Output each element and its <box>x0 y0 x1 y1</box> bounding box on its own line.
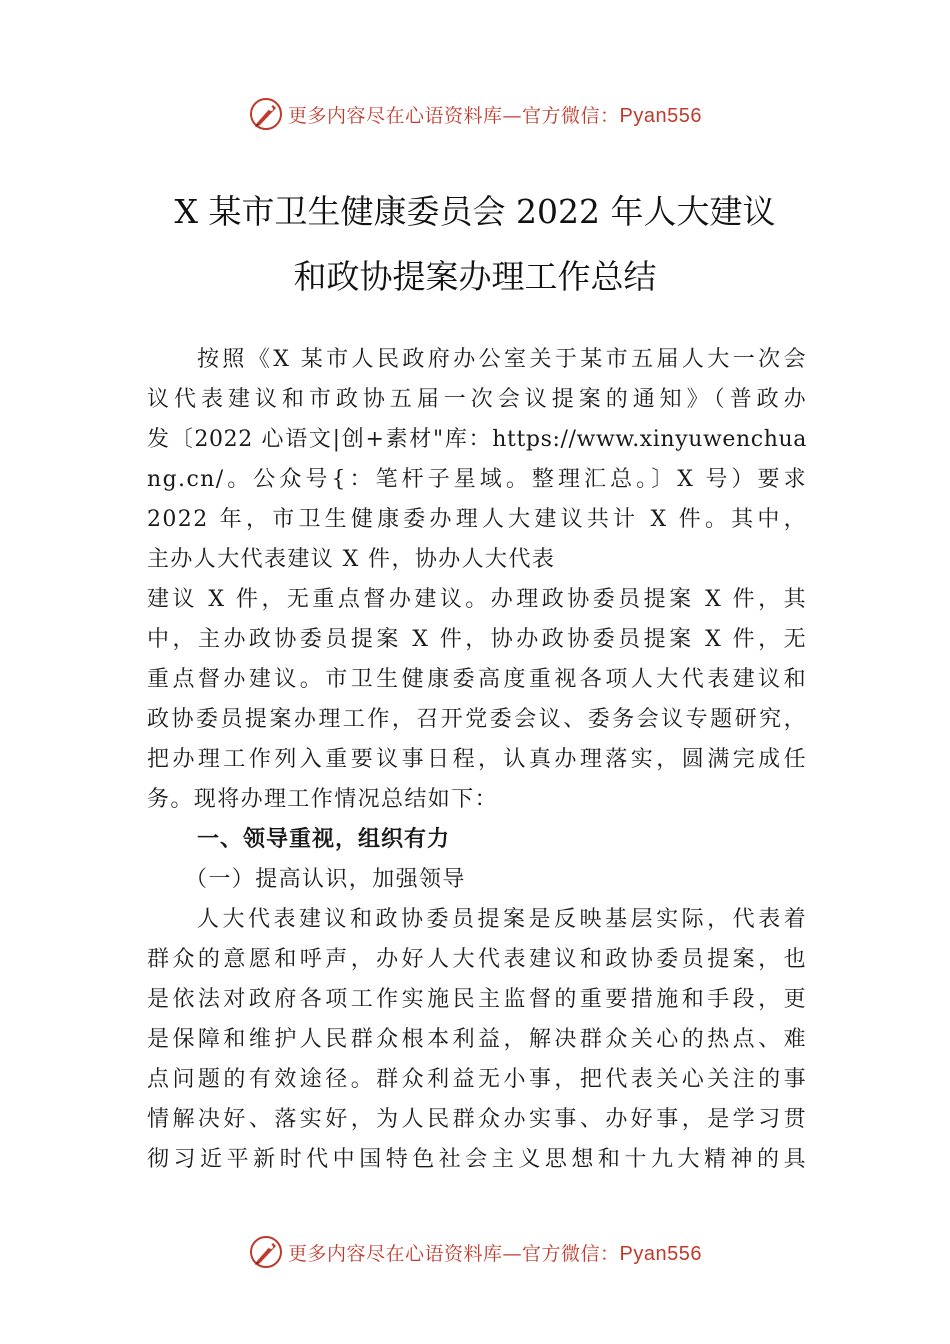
paragraph-line: 是依法对政府各项工作实施民主监督的重要措施和手段，更 <box>147 987 807 1012</box>
banner-text: 更多内容尽在心语资料库—官方微信：Pyan556 <box>288 104 702 127</box>
paragraph-line: 点问题的有效途径。群众利益无小事，把代表关心关注的事 <box>147 1067 807 1092</box>
paragraph-line: 把办理工作列入重要议事日程，认真办理落实，圆满完成任 <box>147 747 807 772</box>
pen-logo-icon <box>248 96 284 132</box>
document-title-line-2: 和政协提案办理工作总结 <box>293 257 657 296</box>
paragraph-line: 2022 年，市卫生健康委办理人大建议共计 X 件。其中， <box>147 507 807 532</box>
document-body <box>147 340 807 1180</box>
paragraph-line: 是保障和维护人民群众根本利益，解决群众关心的热点、难 <box>147 1027 807 1052</box>
paragraph-line: 中，主办政协委员提案 X 件，协办政协委员提案 X 件，无 <box>147 627 807 652</box>
paragraph-line: 政协委员提案办理工作，召开党委会议、委务会议专题研究， <box>147 707 807 732</box>
paragraph-line: 建议 X 件，无重点督办建议。办理政协委员提案 X 件，其 <box>147 587 807 612</box>
paragraph-line: 议代表建议和市政协五届一次会议提案的通知》（普政办 <box>147 387 807 412</box>
paragraph-line: 主办人大代表建议 X 件，协办人大代表 <box>147 547 556 572</box>
paragraph-line: 按照《X 某市人民政府办公室关于某市五届人大一次会 <box>197 347 807 372</box>
section-heading: 一、领导重视，组织有力 <box>197 827 451 852</box>
subsection-heading: （一）提高认识，加强领导 <box>185 867 466 892</box>
paragraph-line: 人大代表建议和政协委员提案是反映基层实际，代表着 <box>197 907 807 932</box>
paragraph-line: 发〔2022 心语文|创+素材"库：https://www.xinyuwenchua <box>147 427 807 452</box>
wechat-id: Pyan556 <box>619 104 702 127</box>
paragraph-line: 重点督办建议。市卫生健康委高度重视各项人大代表建议和 <box>147 667 807 692</box>
header-banner <box>0 94 950 134</box>
paragraph-line: 群众的意愿和呼声，办好人大代表建议和政协委员提案，也 <box>147 947 807 972</box>
paragraph-line: ng.cn/。公众号{：笔杆子星域。整理汇总。〕X 号）要求 <box>147 467 807 492</box>
wechat-id: Pyan556 <box>619 1242 702 1265</box>
paragraph-line: 情解决好、落实好，为人民群众办实事、办好事，是学习贯 <box>147 1107 807 1132</box>
paragraph-line: 彻习近平新时代中国特色社会主义思想和十九大精神的具 <box>147 1147 807 1172</box>
footer-banner <box>0 1232 950 1272</box>
paragraph-line: 务。现将办理工作情况总结如下： <box>147 787 499 812</box>
pen-logo-icon <box>248 1234 284 1270</box>
document-title-line-1: X 某市卫生健康委员会 2022 年人大建议 <box>174 192 776 231</box>
banner-text: 更多内容尽在心语资料库—官方微信：Pyan556 <box>288 1242 702 1265</box>
